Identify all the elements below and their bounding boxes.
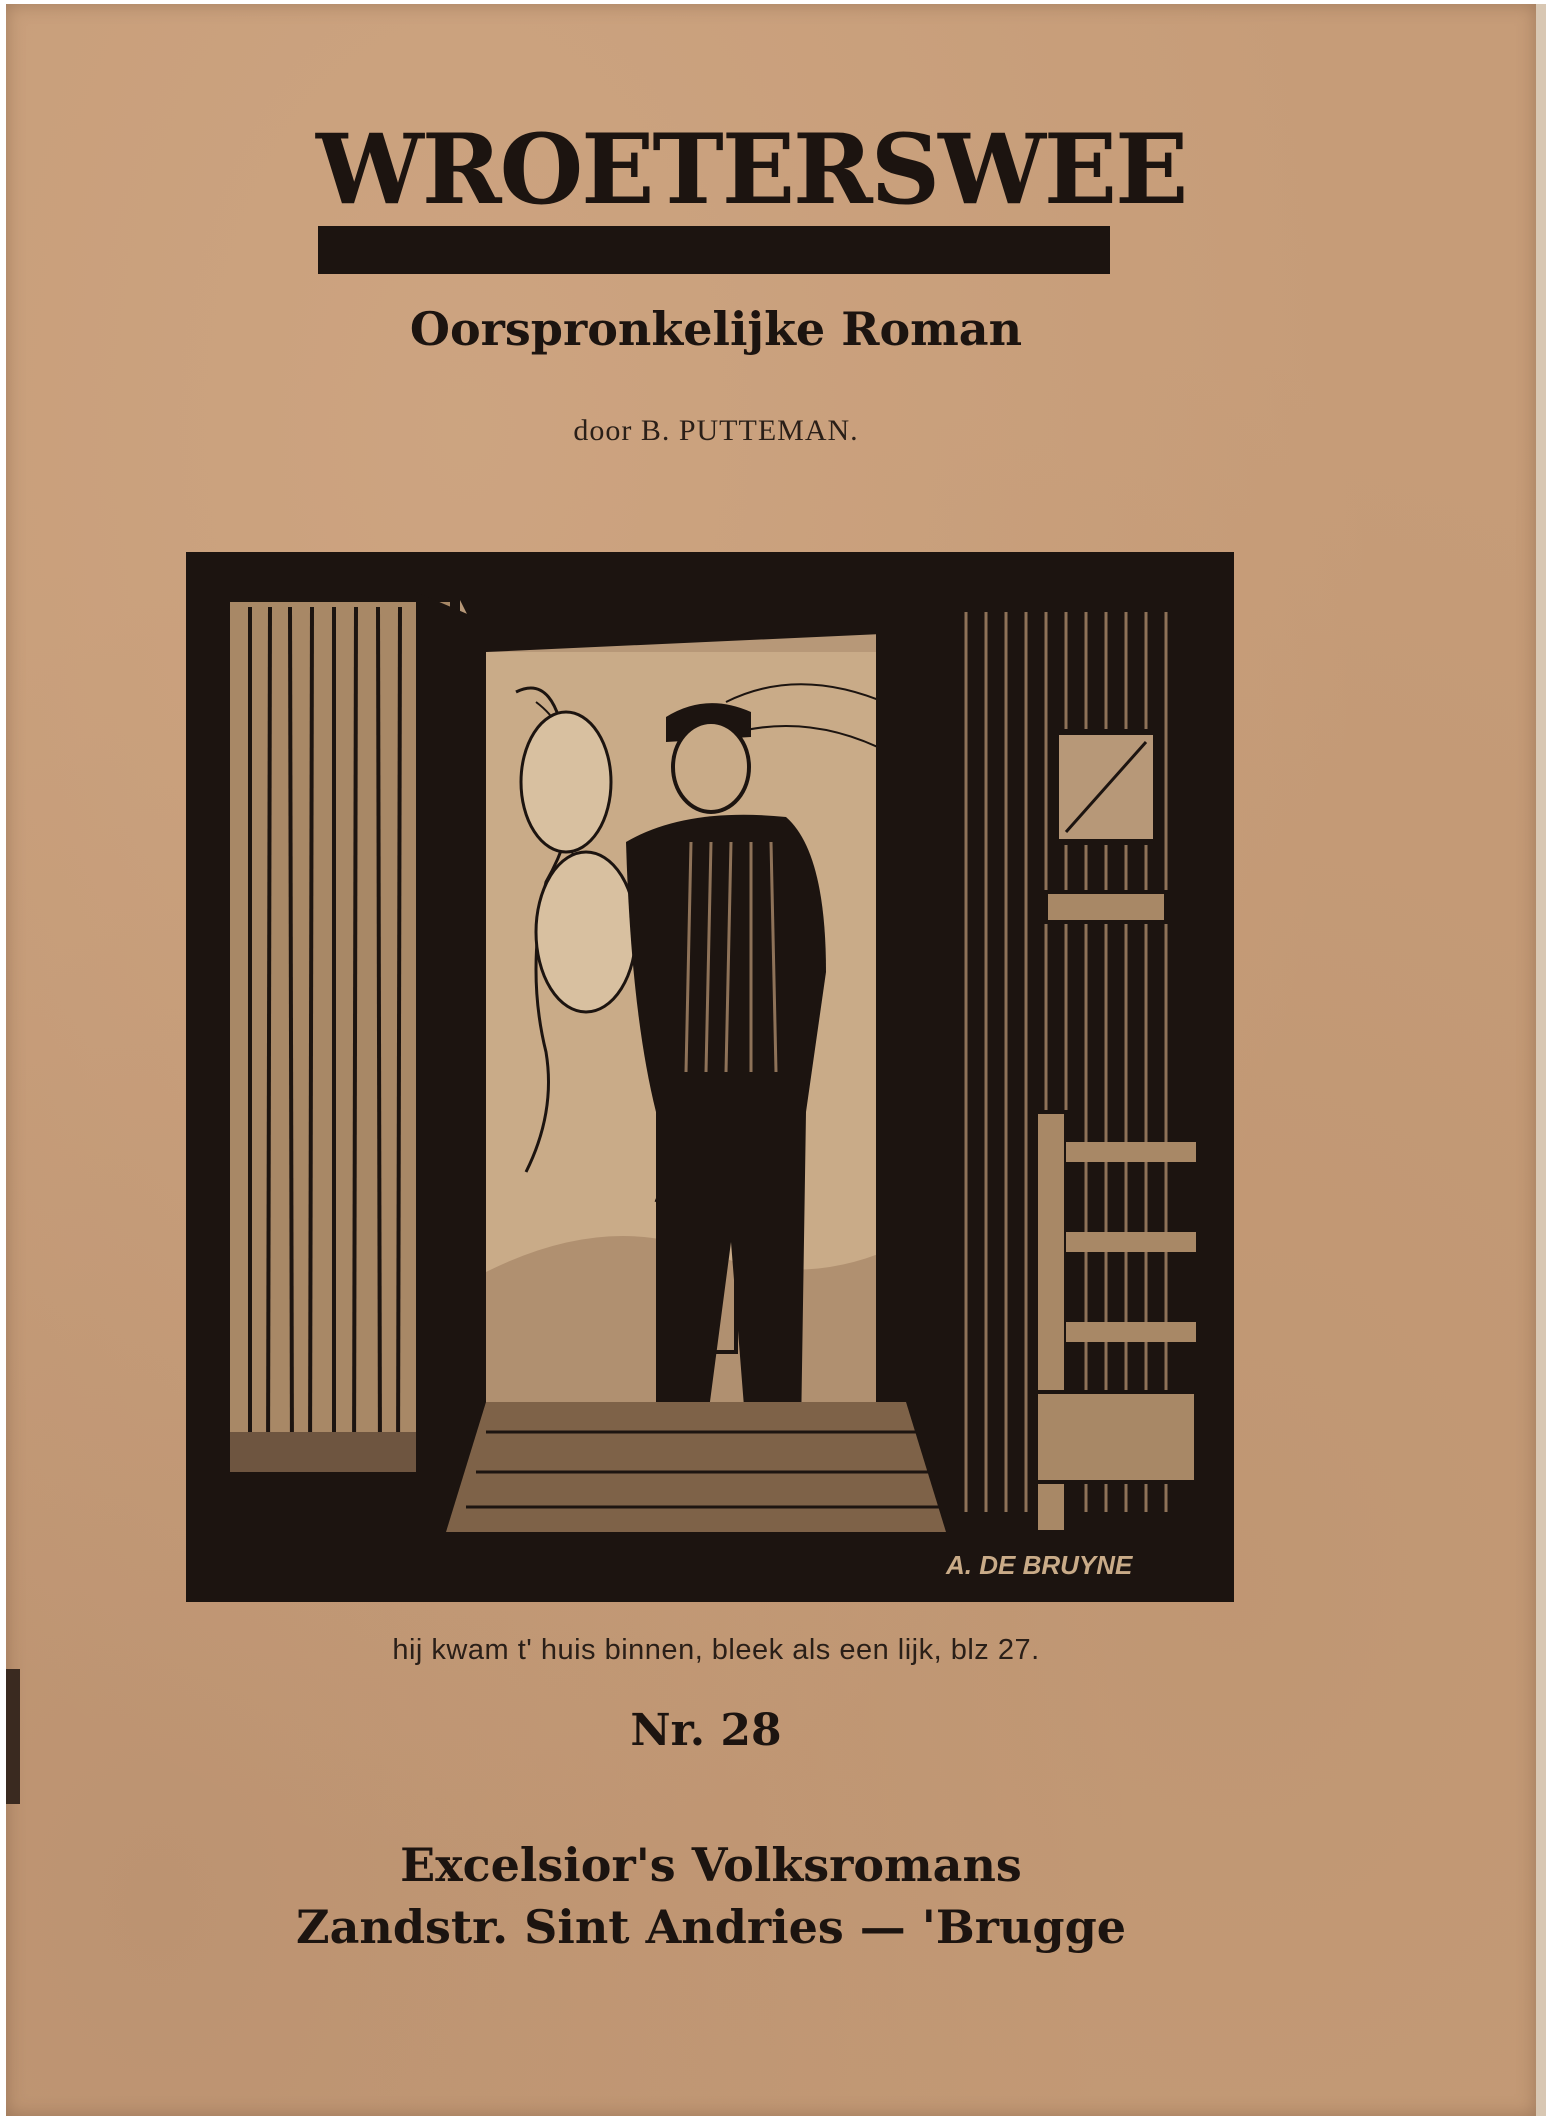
book-cover: [6, 4, 1546, 2116]
title-underline-rule: [318, 226, 1110, 274]
open-door: [220, 592, 486, 1532]
artist-signature: A. DE BRUYNE: [946, 1550, 1133, 1580]
woodcut-illustration: [186, 552, 1234, 1602]
book-title: WROETERSWEE: [316, 113, 1187, 226]
author-line: door B. PUTTEMAN.: [573, 414, 859, 447]
illustration-caption: hij kwam t' huis binnen, bleek als een lijk, blz 27.: [392, 1634, 1040, 1666]
spine-tape: [6, 1669, 20, 1804]
publisher-address: Zandstr. Sint Andries — 'Brugge: [295, 1900, 1127, 1954]
book-subtitle: Oorspronkelijke Roman: [409, 302, 1023, 356]
publisher-name: Excelsior's Volksromans: [400, 1838, 1022, 1892]
issue-number: Nr. 28: [630, 1705, 782, 1756]
interior-wall: [876, 592, 1200, 1532]
